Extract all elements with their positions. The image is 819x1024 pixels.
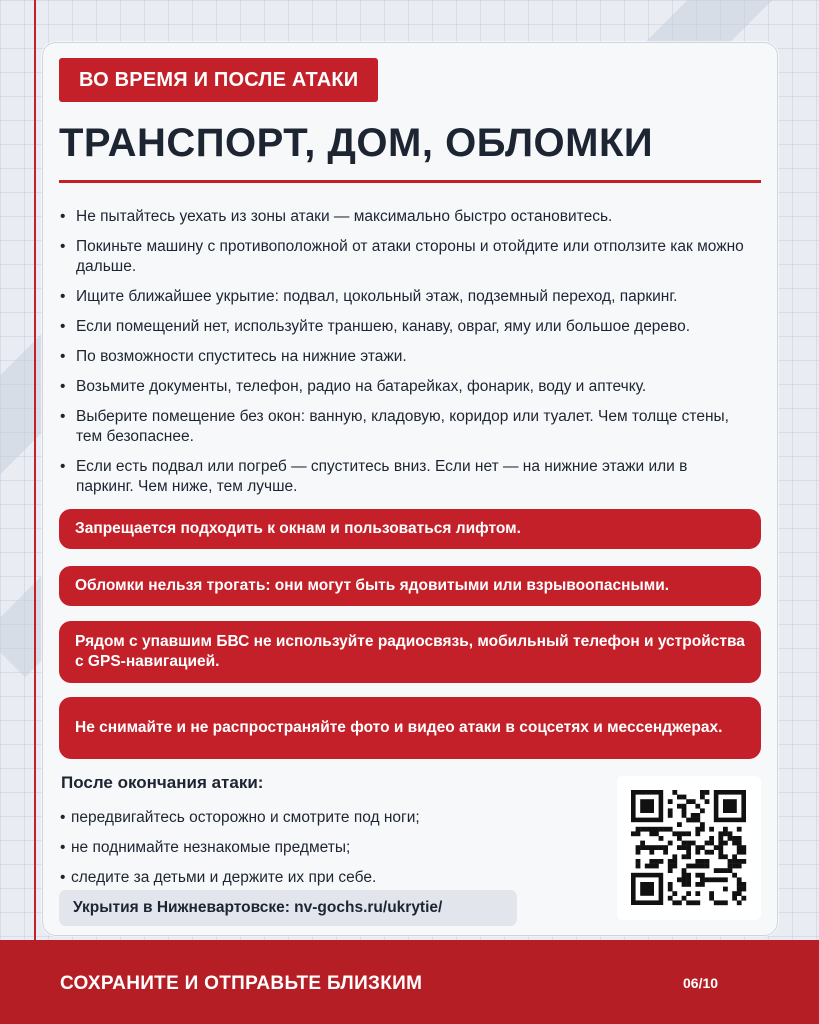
warning-banner-windows: Запрещается подходить к окнам и пользоваться лифтом.	[59, 509, 761, 549]
after-attack-heading: После окончания атаки:	[61, 773, 264, 792]
warning-banner-radio: Рядом с упавшим БВС не используйте радиосвязь, мобильный телефон и устройства с GPS-навигацией.	[59, 621, 761, 683]
instructions-list	[59, 207, 749, 507]
qr-code-icon[interactable]	[617, 776, 761, 920]
page-title: ТРАНСПОРТ, ДОМ, ОБЛОМКИ	[59, 121, 654, 165]
footer-bar	[0, 940, 819, 1024]
after-attack-item: • передвигайтесь осторожно и смотрите под ноги;	[59, 808, 579, 838]
instruction-item: • Не пытайтесь уехать из зоны атаки — максимально быстро остановитесь.	[59, 207, 749, 227]
footer-call-to-action: СОХРАНИТЕ И ОТПРАВЬТЕ БЛИЗКИМ	[60, 973, 423, 994]
instruction-item: • Ищите ближайшее укрытие: подвал, цокольный этаж, подземный переход, паркинг.	[59, 287, 749, 307]
instruction-item: • По возможности спуститесь на нижние этажи.	[59, 347, 749, 367]
section-badge: ВО ВРЕМЯ И ПОСЛЕ АТАКИ	[59, 58, 378, 102]
instruction-item: • Выберите помещение без окон: ванную, кладовую, коридор или туалет. Чем толще стены, тем безопаснее.	[59, 407, 749, 447]
warning-banner-debris: Обломки нельзя трогать: они могут быть ядовитыми или взрывоопасными.	[59, 566, 761, 606]
page-number: 06/10	[683, 975, 719, 991]
instruction-item: • Если есть подвал или погреб — спуститесь вниз. Если нет — на нижние этажи или в паркинг. Чем ниже, тем лучше.	[59, 457, 749, 497]
left-accent-line	[34, 0, 36, 940]
title-divider	[59, 180, 761, 183]
after-attack-item: • не поднимайте незнакомые предметы;	[59, 838, 579, 868]
warning-banner-social: Не снимайте и не распространяйте фото и видео атаки в соцсетях и мессенджерах.	[59, 697, 761, 759]
after-attack-item: • следите за детьми и держите их при себе.	[59, 868, 579, 898]
after-attack-list	[59, 808, 579, 898]
shelters-link[interactable]: Укрытия в Нижневартовске: nv-gochs.ru/ukrytie/	[59, 890, 517, 926]
instruction-item: • Покиньте машину с противоположной от атаки стороны и отойдите или отползите как можно дальше.	[59, 237, 749, 277]
content-card	[42, 42, 778, 936]
instruction-item: • Если помещений нет, используйте траншею, канаву, овраг, яму или большое дерево.	[59, 317, 749, 337]
instruction-item: • Возьмите документы, телефон, радио на батарейках, фонарик, воду и аптечку.	[59, 377, 749, 397]
